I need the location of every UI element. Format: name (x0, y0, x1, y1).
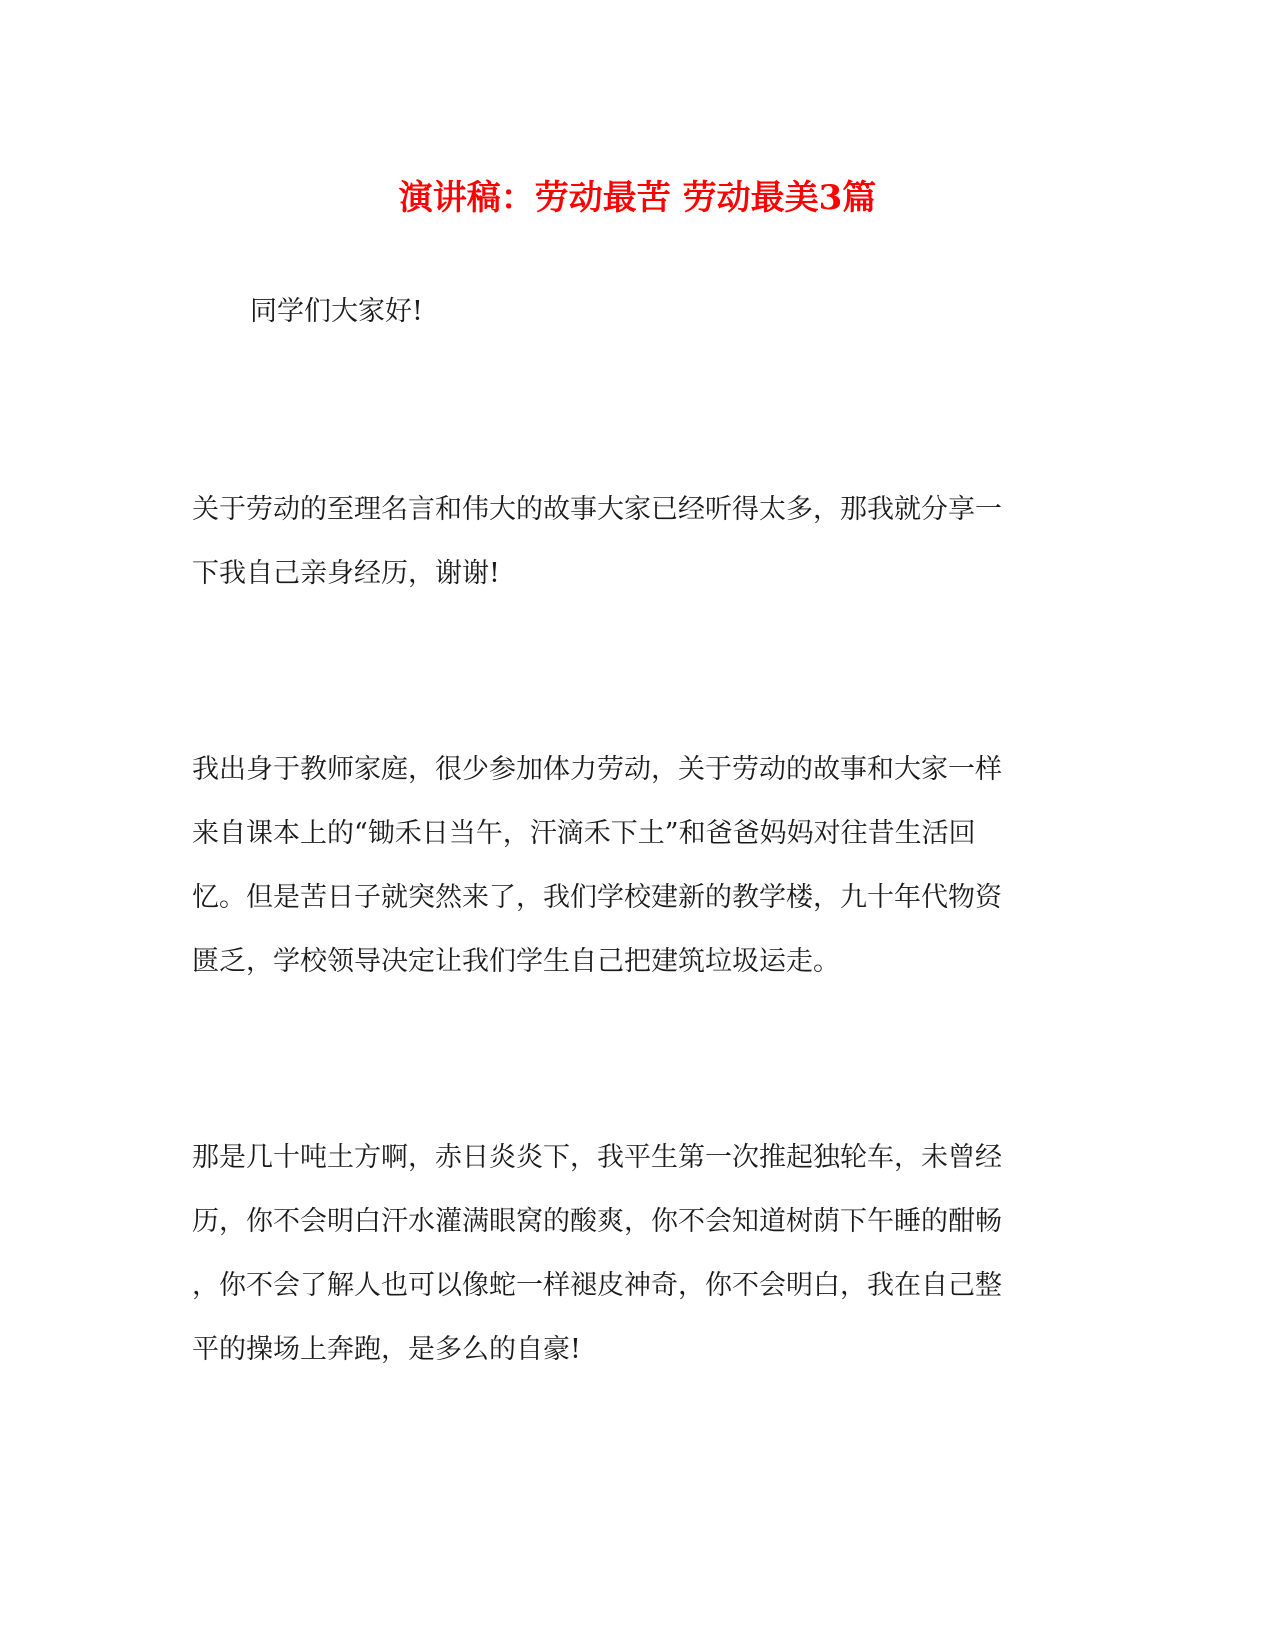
paragraph-line: 关于劳动的至理名言和伟大的故事大家已经听得太多，那我就分享一 (192, 494, 1002, 525)
paragraph-line: 下我自己亲身经历，谢谢! (192, 558, 500, 589)
paragraph-line: 忆。但是苦日子就突然来了，我们学校建新的教学楼，九十年代物资 (192, 882, 1002, 913)
greeting-line: 同学们大家好! (250, 296, 423, 327)
paragraph-line: 匮乏，学校领导决定让我们学生自己把建筑垃圾运走。 (192, 946, 840, 977)
paragraph-line: 那是几十吨土方啊，赤日炎炎下，我平生第一次推起独轮车，未曾经 (192, 1142, 1002, 1173)
paragraph-line: 来自课本上的“锄禾日当午，汗滴禾下土”和爸爸妈妈对往昔生活回 (192, 818, 976, 849)
paragraph-line: 平的操场上奔跑，是多么的自豪! (192, 1334, 581, 1365)
paragraph-1 (192, 478, 1072, 606)
paragraph-3 (192, 1126, 1072, 1382)
paragraph-2 (192, 738, 1072, 994)
document-title: 演讲稿：劳动最苦 劳动最美3篇 (398, 178, 877, 218)
paragraph-line: 我出身于教师家庭，很少参加体力劳动，关于劳动的故事和大家一样 (192, 754, 1002, 785)
paragraph-line: 历，你不会明白汗水灌满眼窝的酸爽，你不会知道树荫下午睡的酣畅 (192, 1206, 1002, 1237)
paragraph-line: ，你不会了解人也可以像蛇一样褪皮神奇，你不会明白，我在自己整 (192, 1270, 1002, 1301)
